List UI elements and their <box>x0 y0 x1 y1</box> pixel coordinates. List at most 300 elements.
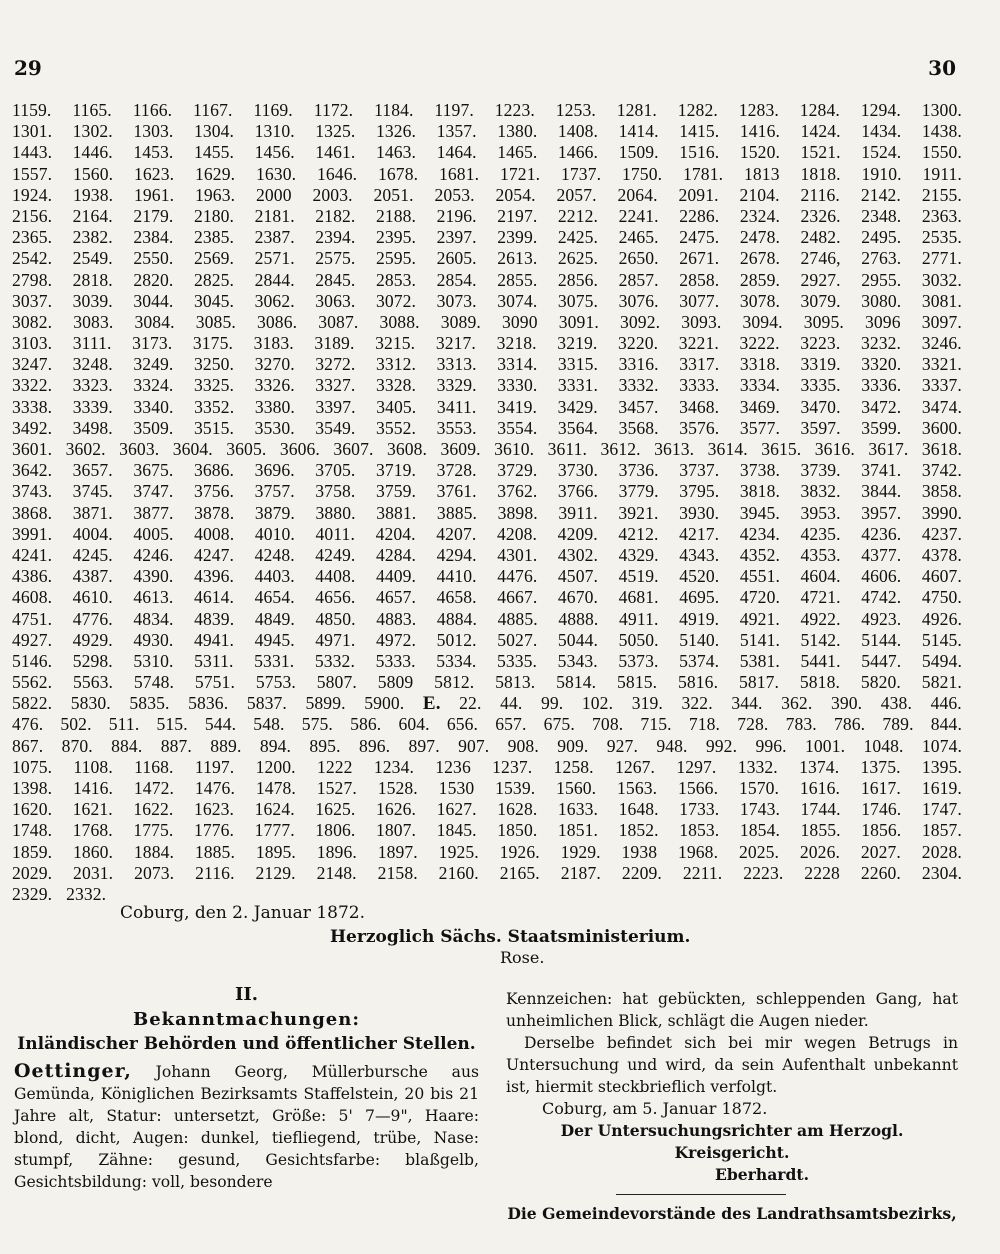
number-entry: 5381. <box>739 650 780 671</box>
number-entry: 3173. <box>132 333 173 354</box>
number-entry: 4657. <box>375 587 417 608</box>
number-entry: 2820. <box>133 269 174 290</box>
number-entry: 5298. <box>72 650 113 671</box>
number-entry: 3737. <box>679 460 720 481</box>
number-entry: 1253. <box>555 100 596 120</box>
number-entry: 3470. <box>800 396 841 417</box>
number-row <box>12 566 962 587</box>
number-entry: 1294. <box>860 100 901 120</box>
number-entry: 4721. <box>800 587 841 608</box>
number-entry: 3086. <box>257 311 298 332</box>
number-entry: 2181. <box>254 205 295 226</box>
number-entry: 3335. <box>800 375 841 396</box>
number-entry: 4352. <box>739 544 780 565</box>
number-row <box>12 503 962 524</box>
number-entry: 1743. <box>739 799 780 820</box>
number-entry: 2475. <box>679 227 720 248</box>
number-entry: 4409. <box>375 566 417 587</box>
number-entry: 2650. <box>618 248 659 269</box>
number-row <box>12 100 962 121</box>
number-entry: 4750. <box>921 587 962 608</box>
number-entry: 1169. <box>253 100 293 120</box>
number-entry: 2798. <box>12 269 53 290</box>
number-entry: 4208. <box>496 523 538 544</box>
number-entry: 3077. <box>679 290 720 311</box>
number-entry: 4507. <box>557 566 598 587</box>
number-entry: 1910. <box>861 163 902 184</box>
number-entry: 5447. <box>861 650 902 671</box>
number-entry: 3079. <box>800 290 841 311</box>
number-entry: 390. <box>830 693 863 714</box>
number-entry: 3334. <box>739 375 780 396</box>
number-entry: 3032. <box>921 269 962 290</box>
number-entry: 3074. <box>497 290 538 311</box>
number-entry: 1627. <box>436 799 477 820</box>
number-entry: 3062. <box>254 290 295 311</box>
number-entry: 715. <box>640 714 672 735</box>
number-entry: 3509. <box>133 417 174 438</box>
number-entry: 1621. <box>72 799 113 820</box>
number-entry: 4911. <box>619 608 659 629</box>
number-row <box>12 164 962 185</box>
number-entry: 3614. <box>707 439 748 459</box>
number-entry: 2179. <box>133 205 174 226</box>
number-row <box>12 206 962 227</box>
number-entry: 5753. <box>255 672 296 693</box>
number-entry: 2116. <box>800 184 840 205</box>
number-row <box>12 884 962 905</box>
number-entry: 5145. <box>921 629 962 650</box>
number-entry: 3762. <box>497 481 538 502</box>
number-entry: 1938. <box>73 184 114 205</box>
number-entry: 1623. <box>134 163 175 184</box>
number-entry: 1159. <box>12 100 52 120</box>
number-entry: 3615. <box>761 439 802 459</box>
number-entry: 5900. <box>364 693 405 714</box>
number-entry: 3844. <box>861 481 902 502</box>
number-entry: 2196. <box>436 205 477 226</box>
number-entry: 2549. <box>72 248 113 269</box>
number-entry: 3039. <box>72 290 113 311</box>
number-entry: 544. <box>204 714 237 735</box>
number-entry: 3921. <box>618 502 659 523</box>
number-entry: 3990. <box>921 502 962 523</box>
number-entry: 3576. <box>679 417 720 438</box>
number-row <box>12 778 962 799</box>
number-entry: 4930. <box>133 629 174 650</box>
number-entry: 3609. <box>440 439 481 459</box>
number-entry: 1466. <box>557 142 598 163</box>
number-entry: 3249. <box>133 354 174 375</box>
number-entry: 3232. <box>860 333 902 354</box>
number-entry: 2029. <box>12 862 53 883</box>
number-entry: 3221. <box>678 333 719 354</box>
number-entry: 4207. <box>436 523 477 544</box>
number-entry: 2825. <box>193 269 235 290</box>
number-entry: 1438. <box>921 121 962 142</box>
number-entry: 3597. <box>800 417 841 438</box>
number-entry: 4302. <box>557 544 598 565</box>
number-entry: 1310. <box>254 121 295 142</box>
number-entry: 2164. <box>72 205 113 226</box>
number-entry: 3429. <box>557 396 598 417</box>
number-entry: 3044. <box>133 290 174 311</box>
number-entry: 2156. <box>12 205 53 226</box>
number-entry: 1530 <box>438 778 475 798</box>
number-entry: 1926. <box>499 841 540 862</box>
number-entry: 5816. <box>677 672 719 693</box>
number-entry: 5822. <box>12 693 53 714</box>
number-entry: 2326. <box>800 205 841 226</box>
number-entry: 2003. <box>312 184 353 205</box>
number-row <box>12 587 962 608</box>
number-entry: 3080. <box>861 290 902 311</box>
number-entry: 1853. <box>679 820 720 841</box>
number-entry: 3338. <box>12 396 53 417</box>
number-entry: 1776. <box>193 820 235 841</box>
number-entry: 1332. <box>737 756 778 777</box>
number-row <box>12 397 962 418</box>
number-entry: 4656. <box>315 587 356 608</box>
number-entry: 3603. <box>119 439 160 459</box>
number-entry: 3093. <box>681 311 722 332</box>
number-row <box>12 820 962 841</box>
number-entry: 5146. <box>12 650 53 671</box>
number-entry: 3219. <box>557 333 598 354</box>
notice-signature: Eberhardt. <box>714 1165 810 1184</box>
number-row <box>12 248 962 269</box>
number-entry: 1895. <box>255 841 296 862</box>
number-entry: 3222. <box>739 333 780 354</box>
number-entry: 2155. <box>921 184 962 205</box>
number-entry: 5748. <box>133 672 174 693</box>
number-entry: 1925. <box>438 841 479 862</box>
number-entry: 1737. <box>561 163 602 184</box>
number-entry: 1646. <box>317 163 358 184</box>
series-letter: E. <box>422 693 441 715</box>
number-entry: 2671. <box>679 248 720 269</box>
number-entry: 4520. <box>679 566 720 587</box>
number-entry: 4217. <box>679 523 720 544</box>
number-entry: 3405. <box>376 396 417 417</box>
number-entry: 2542. <box>12 248 53 269</box>
number-entry: 4929. <box>72 629 113 650</box>
number-entry: 3397. <box>315 396 356 417</box>
number-entry: 446. <box>930 693 962 714</box>
number-entry: 5815. <box>617 672 658 693</box>
number-entry: 344. <box>731 693 763 714</box>
number-entry: 4204. <box>375 523 416 544</box>
number-entry: 3223. <box>800 333 841 354</box>
number-entry: 3742. <box>921 460 962 481</box>
number-entry: 5144. <box>861 629 902 650</box>
number-entry: 4301. <box>497 544 538 565</box>
number-entry: 867. <box>12 735 44 756</box>
number-entry: 887. <box>160 735 192 756</box>
number-entry: 3419. <box>496 396 538 417</box>
number-entry: 4343. <box>679 544 720 565</box>
number-entry: 3072. <box>375 290 417 311</box>
number-entry: 3316. <box>618 354 659 375</box>
number-entry: 1750. <box>622 163 663 184</box>
number-entry: 1633. <box>557 799 598 820</box>
number-entry: 3332. <box>618 375 659 396</box>
number-entry: 1395. <box>921 756 962 777</box>
number-entry: 1560. <box>73 163 114 184</box>
number-entry: 2478. <box>739 227 780 248</box>
number-entry: 5494. <box>921 650 962 671</box>
number-entry: 786. <box>833 714 866 735</box>
number-entry: 1625. <box>315 799 356 820</box>
number-entry: 5563. <box>72 672 114 693</box>
number-entry: 4209. <box>557 523 598 544</box>
number-entry: 3610. <box>494 439 535 459</box>
number-entry: 3739. <box>800 460 841 481</box>
number-entry: 2855. <box>497 269 538 290</box>
number-entry: 5837. <box>246 693 287 714</box>
number-entry: 3272. <box>315 354 356 375</box>
number-entry: 1630. <box>256 163 297 184</box>
number-entry: 3605. <box>226 439 267 459</box>
number-entry: 1851. <box>557 820 598 841</box>
number-entry: 4850. <box>315 608 356 629</box>
number-row <box>12 375 962 396</box>
number-entry: 1648. <box>618 799 659 820</box>
number-entry: 4614. <box>193 587 235 608</box>
number-entry: 2382. <box>72 227 113 248</box>
number-entry: 1963. <box>195 184 236 205</box>
number-entry: 1284. <box>799 100 840 120</box>
number-entry: 4667. <box>497 587 538 608</box>
number-entry: 4294. <box>436 544 477 565</box>
number-entry: 1733. <box>679 799 720 820</box>
number-row <box>12 333 962 354</box>
number-entry: 1301. <box>12 121 53 142</box>
number-entry: 1416. <box>72 778 114 798</box>
number-entry: 1443. <box>12 142 53 163</box>
number-entry: 3745. <box>72 481 113 502</box>
number-entry: 992. <box>705 735 738 756</box>
notice-text: Johann Georg, Müllerbursche aus Gemünda, Königlichen Bezirksamts Staffelstein, 20 bis 21 Jahre alt, Statur: untersetzt, Größe: 5' 7—9", Haare: blond, dicht, Augen: dunkel, tiefliegend, trübe, Nase: stumpf, Zähne: gesund, Gesichtsfarbe: blaßgelb, Gesichtsbildung: voll, besondere <box>14 1063 479 1191</box>
number-entry: 4247. <box>193 544 235 565</box>
number-entry: 3469. <box>739 396 780 417</box>
number-entry: 1629. <box>195 163 236 184</box>
number-entry: 2260. <box>860 862 901 883</box>
number-entry: 4235. <box>800 523 841 544</box>
number-entry: 3530. <box>254 417 295 438</box>
number-entry: 3877. <box>133 502 174 523</box>
number-entry: 3411. <box>436 396 477 417</box>
number-entry: 3599. <box>861 417 902 438</box>
number-entry: 2057. <box>556 184 597 205</box>
number-entry: 4839. <box>194 608 235 629</box>
number-entry: 4670. <box>557 587 598 608</box>
number-entry: 675. <box>543 714 575 735</box>
number-entry: 3953. <box>800 502 841 523</box>
number-entry: 1622. <box>133 799 174 820</box>
number-entry: 2180. <box>193 205 235 226</box>
number-entry: 2286. <box>679 205 720 226</box>
number-entry: 3329. <box>436 375 477 396</box>
number-entry: 5331. <box>254 650 295 671</box>
number-entry: 3498. <box>72 417 113 438</box>
number-entry: 1455. <box>193 142 235 163</box>
number-entry: 1048. <box>863 735 904 756</box>
number-entry: 3729. <box>497 460 538 481</box>
number-entry: 2550. <box>133 248 174 269</box>
number-entry: 2165. <box>499 862 540 883</box>
number-entry: 2387. <box>254 227 295 248</box>
number-entry: 2771. <box>921 248 962 269</box>
number-entry: 4834. <box>133 608 174 629</box>
number-entry: 1938 <box>621 841 658 862</box>
number-entry: 897. <box>408 735 440 756</box>
number-entry: 4888. <box>558 608 599 629</box>
number-entry: 870. <box>61 735 93 756</box>
number-entry: 2053. <box>434 184 475 205</box>
page-number-left: 29 <box>14 56 42 80</box>
number-entry: 3472. <box>861 396 902 417</box>
number-entry: 2148. <box>316 862 357 883</box>
number-entry: 1197. <box>194 756 235 777</box>
number-entry: 2605. <box>436 248 477 269</box>
number-entry: 4004. <box>72 523 113 544</box>
number-entry: 3991. <box>12 523 53 544</box>
number-entry: 1326. <box>375 121 417 142</box>
number-entry: 5836. <box>188 693 229 714</box>
number-entry: 2397. <box>436 227 477 248</box>
number-entry: 2856. <box>557 269 598 290</box>
number-entry: 3246. <box>921 333 962 354</box>
number-entry: 2859. <box>739 269 780 290</box>
number-entry: 1520. <box>739 142 780 163</box>
number-entry: 3092. <box>620 311 661 332</box>
number-entry: 3328. <box>375 375 417 396</box>
closing-authority: Herzoglich Sächs. Staatsministerium. <box>330 927 691 947</box>
number-entry: 3220. <box>618 333 659 354</box>
number-entry: 3761. <box>436 481 477 502</box>
number-row <box>12 630 962 651</box>
number-entry: 3577. <box>739 417 780 438</box>
number-entry: 3322. <box>12 375 53 396</box>
number-entry: 5335. <box>496 650 538 671</box>
number-entry: 5334. <box>436 650 477 671</box>
number-entry: 2160. <box>438 862 479 883</box>
number-entry: 1001. <box>805 735 846 756</box>
number-entry: 4608. <box>12 587 53 608</box>
number-entry: 3339. <box>72 396 113 417</box>
number-entry: 4927. <box>12 629 53 650</box>
number-entry: 3313. <box>436 354 477 375</box>
number-entry: 3087. <box>318 311 359 332</box>
number-entry: 4613. <box>133 587 174 608</box>
number-entry: 1415. <box>679 121 720 142</box>
left-column <box>14 984 479 1193</box>
number-entry: 5332. <box>314 650 355 671</box>
number-entry: 1172. <box>313 100 354 120</box>
number-entry: 3832. <box>800 481 841 502</box>
number-entry: 2399. <box>497 227 538 248</box>
number-entry: 4607. <box>921 566 962 587</box>
number-entry: 1408. <box>557 121 598 142</box>
number-entry: 4919. <box>679 608 720 629</box>
number-entry: 3878. <box>194 502 235 523</box>
number-entry: 5373. <box>618 650 659 671</box>
number-entry: 3741. <box>861 460 902 481</box>
number-entry: 3758. <box>315 481 356 502</box>
number-entry: 2197. <box>497 205 538 226</box>
closing-signature: Rose. <box>500 948 545 967</box>
number-entry: 2746, <box>800 248 841 269</box>
number-list <box>12 100 962 905</box>
number-row <box>12 799 962 820</box>
number-entry: 2853. <box>375 269 417 290</box>
number-entry: 1619. <box>921 778 962 798</box>
number-entry: 927. <box>606 735 638 756</box>
number-entry: 4410. <box>436 566 477 587</box>
number-entry: 1616. <box>799 778 840 798</box>
number-entry: 5751. <box>194 672 235 693</box>
section-number: II. <box>234 984 259 1005</box>
number-entry: 1746. <box>861 799 902 820</box>
number-entry: 5818. <box>799 672 840 693</box>
number-row <box>12 757 962 778</box>
number-entry: 909. <box>557 735 589 756</box>
number-entry: 4658. <box>436 587 477 608</box>
number-entry: 1303. <box>133 121 174 142</box>
number-entry: 1302. <box>72 121 113 142</box>
number-entry: 5812. <box>434 672 475 693</box>
number-entry: 2212. <box>557 205 598 226</box>
number-entry: 2054. <box>495 184 536 205</box>
number-entry: 102. <box>581 693 614 714</box>
number-entry: 1768. <box>72 820 113 841</box>
number-entry: 3881. <box>376 502 417 523</box>
number-entry: 4610. <box>72 587 113 608</box>
number-entry: 1855. <box>800 820 841 841</box>
number-entry: 476. <box>12 714 44 735</box>
section-title: Bekanntmachungen: <box>133 1009 360 1030</box>
number-entry: 1234. <box>373 756 414 777</box>
number-entry: 2571. <box>254 248 295 269</box>
number-entry: 4926. <box>921 608 962 629</box>
number-entry: 1560. <box>556 778 597 798</box>
number-entry: 3568. <box>618 417 659 438</box>
number-entry: 1566. <box>677 778 719 798</box>
number-entry: 2535. <box>921 227 962 248</box>
number-entry: 2025. <box>738 841 780 862</box>
number-entry: 1813 <box>744 163 780 184</box>
number-entry: 2927. <box>800 269 841 290</box>
number-entry: 996. <box>755 735 787 756</box>
number-entry: 4386. <box>12 566 53 587</box>
number-entry: 575. <box>301 714 333 735</box>
closing-date: Coburg, den 2. Januar 1872. <box>120 903 365 923</box>
number-entry: 4606. <box>861 566 902 587</box>
number-entry: 4284. <box>375 544 417 565</box>
number-entry: 3083. <box>73 311 114 332</box>
number-entry: 3880. <box>315 502 356 523</box>
number-entry: 2324. <box>739 205 780 226</box>
number-entry: 1476. <box>194 778 235 798</box>
number-entry: 4248. <box>254 544 295 565</box>
number-entry: 2678. <box>739 248 780 269</box>
number-entry: 3314. <box>497 354 538 375</box>
number-entry: 3766. <box>557 481 598 502</box>
number-entry: 1465. <box>497 142 538 163</box>
number-entry: 2395. <box>375 227 417 248</box>
number-entry: 5807. <box>316 672 357 693</box>
